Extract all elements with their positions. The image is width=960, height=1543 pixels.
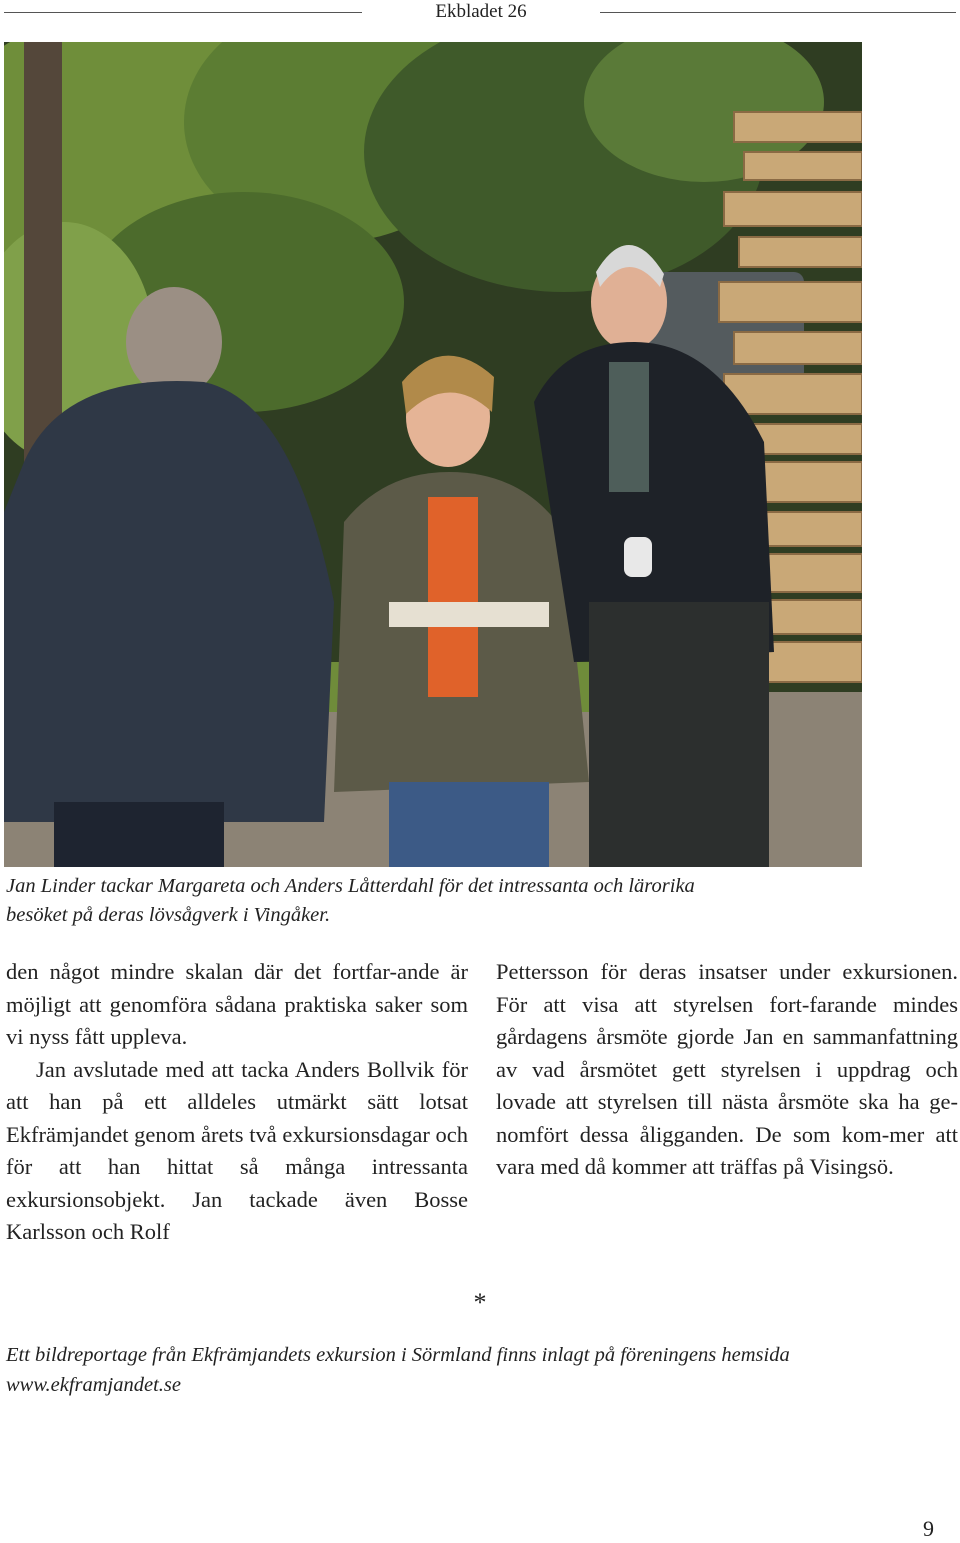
page-number: 9 <box>923 1516 934 1541</box>
header-rule-right <box>600 12 956 13</box>
footnote <box>6 1340 956 1400</box>
caption-line-1: Jan Linder tackar Margareta och Anders Låtterdahl för det intressanta och lärorika <box>6 875 695 897</box>
running-header: Ekbladet 26 <box>435 1 527 22</box>
header-rule-left <box>4 12 362 13</box>
text-column-right <box>496 956 958 1184</box>
paragraph: Jan avslutade med att tacka Anders Bollvik för att han på ett alldeles utmärkt sätt lotsat Ekfrämjandet genom årets två exkursionsdagar och för att han hittat så många intressanta exkursionsobjekt. Jan tackade även Bosse Karlsson och Rolf <box>6 1056 468 1244</box>
article-photo <box>4 42 862 867</box>
caption-line-2: besöket på deras lövsågverk i Vingåker. <box>6 904 331 926</box>
footnote-url[interactable]: www.ekframjandet.se <box>6 1374 181 1396</box>
paragraph: Pettersson för deras insatser under exkursionen. För att visa att styrelsen fort-farande mindes gårdagens årsmöte gjorde Jan en sammanfattning av vad årsmötet gett styrelsen i uppdrag och lovade att styrelsen till nästa årsmöte ska ha ge-nomfört dessa åligganden. De som kom-mer att vara med då kommer att träffas på Visingsö. <box>496 959 958 1179</box>
paragraph: den något mindre skalan där det fortfar-ande är möjligt att genomföra sådana praktiska saker som vi nyss fått uppleva. <box>6 959 468 1049</box>
section-separator: * <box>473 1288 487 1317</box>
photo-caption <box>6 872 946 930</box>
footnote-line-1: Ett bildreportage från Ekfrämjandets exkursion i Sörmland finns inlagt på föreningens hemsida <box>6 1344 790 1366</box>
text-column-left <box>6 956 468 1249</box>
